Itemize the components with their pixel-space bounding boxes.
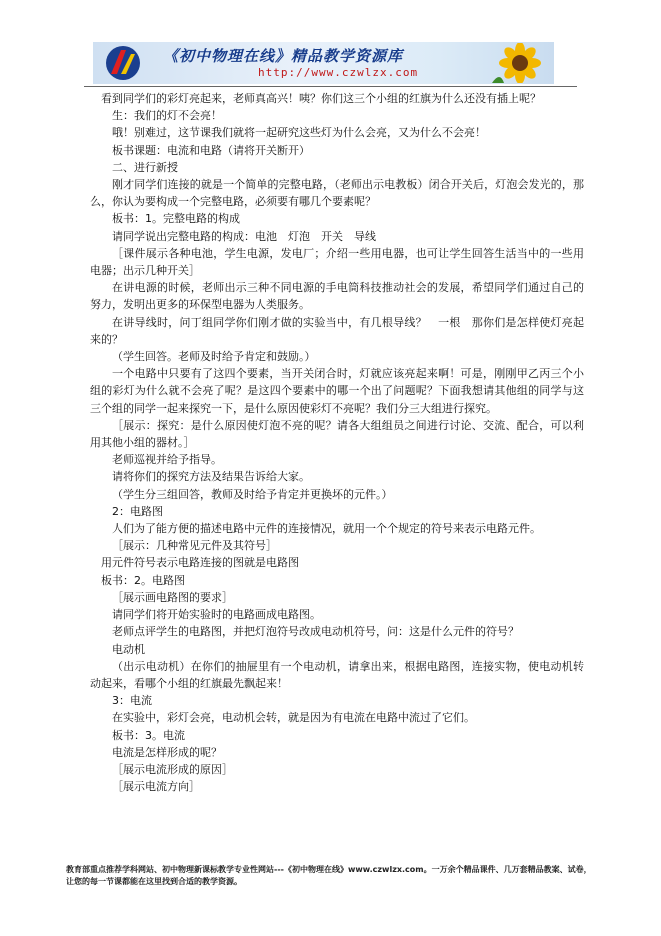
paragraph: 请将你们的探究方法及结果告诉给大家。 [112, 470, 310, 484]
site-logo [101, 44, 145, 82]
paragraph: 请同学们将开始实验时的电路画成电路图。 [112, 608, 321, 622]
paragraph: ［展示画电路图的要求］ [112, 590, 233, 604]
paragraph: ［课件展示各种电池，学生电源，发电厂；介绍一些用电器，也可让学生回答生活当中的一些用电器；出示几种开关］ [90, 246, 584, 278]
paragraph: （学生回答。老师及时给予肯定和鼓励。） [112, 350, 316, 364]
paragraph: 生：我们的灯不会亮！ [112, 109, 222, 123]
paragraph: 板书：3。电流 [112, 728, 185, 742]
paragraph: 二、进行新授 [112, 160, 178, 174]
paragraph: 老师点评学生的电路图，并把灯泡符号改成电动机符号，问：这是什么元件的符号？ [112, 625, 519, 639]
footer-text: 教育部重点推荐学科网站、初中物理新课标教学专业性网站---《初中物理在线》www.czwlzx.com。一万余个精品课件、几万套精品教案、试卷，让您的每一节课都能在这里找到合适的教学资源。 [66, 865, 592, 886]
paragraph: 一个电路中只要有了这四个要素，当开关闭合时，灯就应该亮起来啊！可是，刚刚甲乙丙三个小组的彩灯为什么就不会亮了呢？是这四个要素中的哪一个出了问题呢？下面我想请其他组的同学与这三个组的同学一起来探究一下，是什么原因使彩灯不亮呢？我们分三大组进行探究。 [90, 367, 584, 415]
paragraph: ［展示：探究：是什么原因使灯泡不亮的呢？请各大组组员之间进行讨论、交流、配合，可以利用其他小组的器材。］ [90, 418, 584, 450]
paragraph: 请同学说出完整电路的构成：电池 灯泡 开关 导线 [112, 229, 376, 243]
header-banner [93, 42, 554, 84]
paragraph: 板书课题：电流和电路（请将开关断开） [112, 143, 310, 157]
paragraph: 在讲电源的时候，老师出示三种不同电源的手电筒科技推动社会的发展，希望同学们通过自己的努力，发明出更多的环保型电器为人类服务。 [90, 281, 584, 312]
paragraph: 人们为了能方便的描述电路中元件的连接情况，就用一个个规定的符号来表示电路元件。 [112, 522, 541, 536]
sunflower-icon [490, 43, 550, 83]
paragraph: 电流是怎样形成的呢？ [112, 745, 222, 759]
paragraph: 板书：1。完整电路的构成 [112, 212, 240, 226]
paragraph: 板书：2。电路图 [101, 573, 185, 587]
paragraph: （学生分三组回答，教师及时给予肯定并更换坏的元件。） [112, 487, 393, 501]
banner-url[interactable]: http://www.czwlzx.com [258, 66, 419, 79]
paragraph: 刚才同学们连接的就是一个简单的完整电路，（老师出示电教板）闭合开关后，灯泡会发光的，那么，你认为要构成一个完整电路，必须要有哪几个要素呢？ [90, 178, 584, 209]
paragraph: 在讲导线时，问丁组同学你们刚才做的实验当中，有几根导线？ 一根 那你们是怎样使灯亮起来的？ [90, 315, 584, 346]
paragraph: 哦！别难过，这节课我们就将一起研究这些灯为什么会亮，又为什么不会亮！ [112, 126, 486, 140]
paragraph: ［展示电流形成的原因］ [112, 762, 233, 776]
paragraph: ［展示电流方向］ [112, 780, 200, 794]
paragraph: 3：电流 [112, 694, 152, 708]
document-body [90, 90, 584, 795]
paragraph: 电动机 [112, 642, 145, 656]
paragraph: 看到同学们的彩灯亮起来，老师真高兴！咦？你们这三个小组的红旗为什么还没有插上呢？ [101, 92, 541, 105]
paragraph: （出示电动机）在你们的抽屉里有一个电动机，请拿出来，根据电路图，连接实物，使电动机转动起来，看哪个小组的红旗最先飘起来！ [90, 659, 584, 690]
paragraph: 2：电路图 [112, 504, 163, 518]
banner-title: 《初中物理在线》精品教学资源库 [163, 47, 404, 65]
header-rule [84, 86, 577, 87]
paragraph: 用元件符号表示电路连接的图就是电路图 [101, 556, 299, 570]
paragraph: ［展示：几种常见元件及其符号］ [112, 539, 277, 553]
paragraph: 老师巡视并给予指导。 [112, 453, 222, 467]
paragraph: 在实验中，彩灯会亮，电动机会转，就是因为有电流在电路中流过了它们。 [112, 711, 475, 725]
